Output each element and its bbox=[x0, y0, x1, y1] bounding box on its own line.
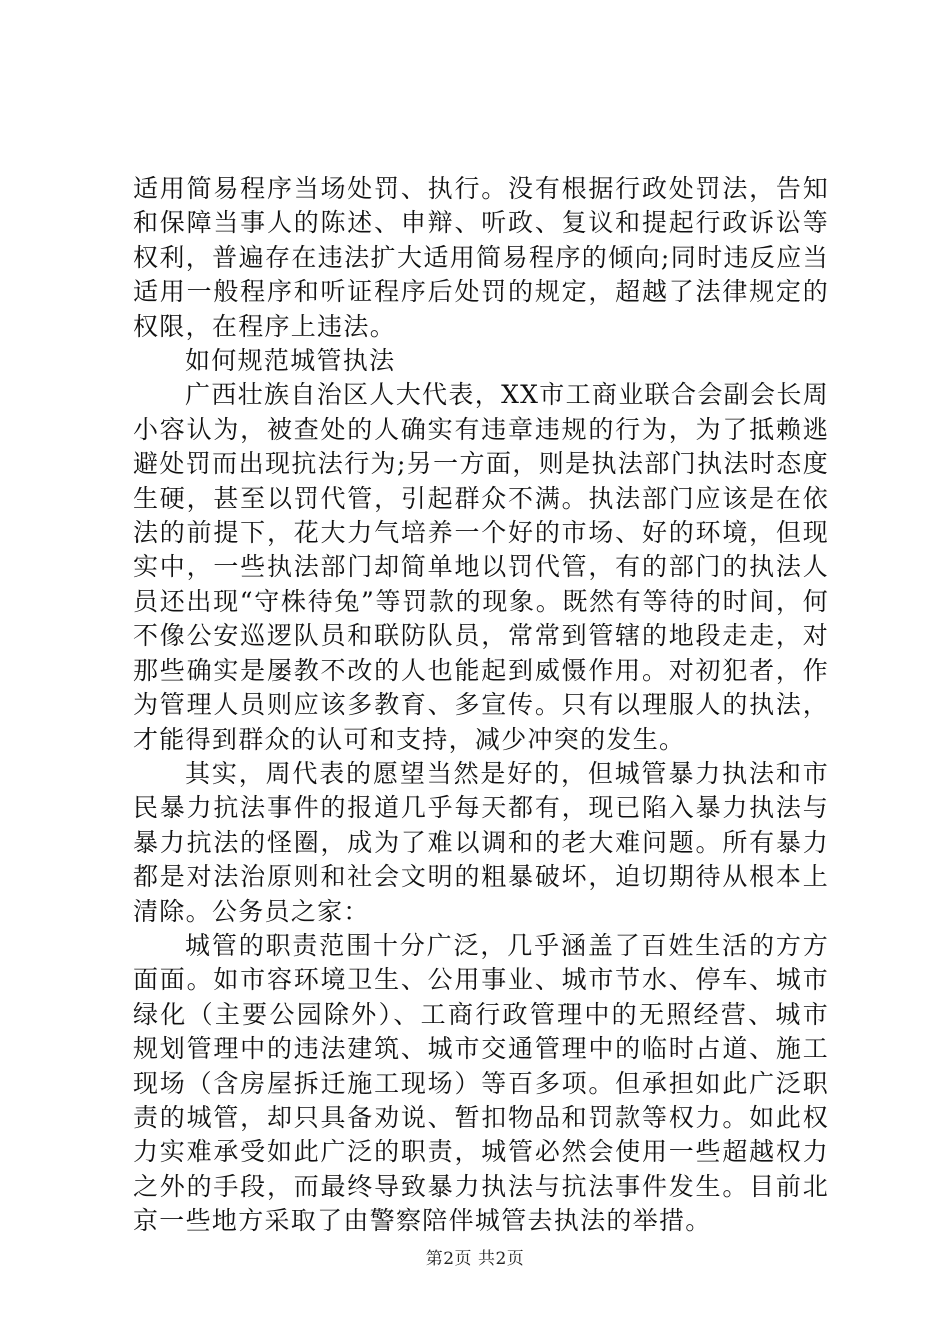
page-footer: 第2页 共2页 bbox=[425, 1249, 525, 1269]
paragraph: 广西壮族自治区人大代表，XX市工商业联合会副会长周小容认为，被查处的人确实有违章违规的行为，为了抵赖逃避处罚而出现抗法行为;另一方面，则是执法部门执法时态度生硬，甚至以罚代管，引起群众不满。执法部门应该是在依法的前提下，花大力气培养一个好的市场、好的环境，但现实中，一些执法部门却简单地以罚代管，有的部门的执法人员还出现“守株待兔”等罚款的现象。既然有等待的时间，何不像公安巡逻队员和联防队员，常常到管辖的地段走走，对那些确实是屡教不改的人也能起到威慑作用。对初犯者，作为管理人员则应该多教育、多宣传。只有以理服人的执法，才能得到群众的认可和支持，减少冲突的发生。 bbox=[133, 380, 829, 754]
section-heading: 如何规范城管执法 bbox=[185, 346, 396, 376]
document-body bbox=[133, 172, 829, 1239]
paragraph: 其实，周代表的愿望当然是好的，但城管暴力执法和市民暴力抗法事件的报道几乎每天都有，现已陷入暴力执法与暴力抗法的怪圈，成为了难以调和的老大难问题。所有暴力都是对法治原则和社会文明的粗暴破坏，迫切期待从根本上清除。公务员之家： bbox=[133, 758, 829, 926]
paragraph: 城管的职责范围十分广泛，几乎涵盖了百姓生活的方方面面。如市容环境卫生、公用事业、城市节水、停车、城市绿化（主要公园除外）、工商行政管理中的无照经营、城市规划管理中的违法建筑、城市交通管理中的临时占道、施工现场（含房屋拆迁施工现场）等百多项。但承担如此广泛职责的城管，却只具备劝说、暂扣物品和罚款等权力。如此权力实难承受如此广泛的职责，城管必然会使用一些超越权力之外的手段，而最终导致暴力执法与抗法事件发生。目前北京一些地方采取了由警察陪伴城管去执法的举措。 bbox=[133, 930, 829, 1236]
paragraph-continuation: 适用简易程序当场处罚、执行。没有根据行政处罚法，告知和保障当事人的陈述、申辩、听政、复议和提起行政诉讼等权利，普遍存在违法扩大适用简易程序的倾向;同时违反应当适用一般程序和听证程序后处罚的规定，超越了法律规定的权限，在程序上违法。 bbox=[133, 174, 829, 341]
